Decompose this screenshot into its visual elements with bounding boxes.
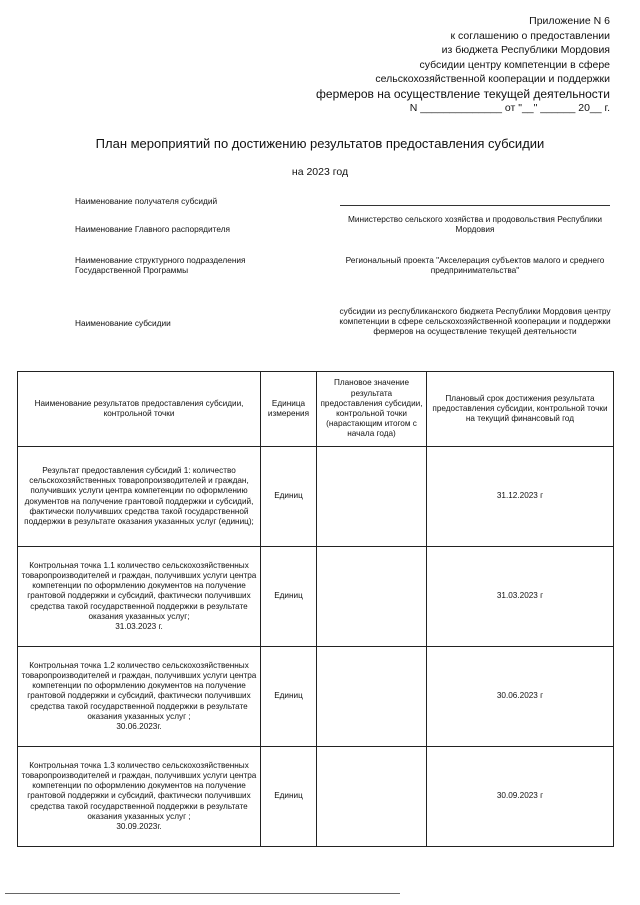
- deadline-cell: 30.09.2023 г: [427, 747, 614, 847]
- unit-value: Региональный проекта "Акселерация субъектов малого и среднего предпринимательства": [345, 255, 605, 275]
- unit-cell: Единиц: [261, 647, 317, 747]
- planned-value-cell: [317, 747, 427, 847]
- planned-value-cell: [317, 647, 427, 747]
- appendix-line: фермеров на осуществление текущей деятельности: [316, 86, 610, 101]
- year-subtitle: на 2023 год: [291, 166, 349, 178]
- result-name-cell: [18, 447, 261, 547]
- subsidy-label: Наименование субсидии: [75, 318, 171, 328]
- table-row: [18, 647, 614, 747]
- checkpoint-name: Контрольная точка 1.3 количество сельскохозяйственных товаропроизводителей и граждан, получивших услуги центра компетенции по оформлению документов на получение грантовой поддержки и субсидий, фактически получивших средства такой государственной поддержки в результате оказания указанных услуг ;: [21, 760, 257, 821]
- page-title: План мероприятий по достижению результатов предоставления субсидии: [95, 136, 545, 151]
- planned-value-cell: [317, 447, 427, 547]
- planned-value-cell: [317, 547, 427, 647]
- unit-cell: Единиц: [261, 447, 317, 547]
- unit-cell: Единиц: [261, 747, 317, 847]
- unit-cell: Единиц: [261, 547, 317, 647]
- table-row: [18, 747, 614, 847]
- manager-label: Наименование Главного распорядителя: [75, 224, 231, 234]
- result-name-cell: [18, 747, 261, 847]
- checkpoint-date: 30.06.2023г.: [116, 722, 162, 731]
- appendix-line: из бюджета Республики Мордовия: [441, 44, 610, 56]
- table-row: [18, 547, 614, 647]
- deadline-cell: 30.06.2023 г: [427, 647, 614, 747]
- result-name-cell: [18, 547, 261, 647]
- appendix-header: [280, 14, 610, 116]
- header-unit: Единица измерения: [261, 372, 317, 447]
- header-deadline: Плановый срок достижения результата предоставления субсидии, контрольной точки на текущий финансовый год: [427, 372, 614, 447]
- header-result-name: Наименование результатов предоставления субсидии, контрольной точки: [18, 372, 261, 447]
- deadline-cell: 31.12.2023 г: [427, 447, 614, 547]
- recipient-blank-line: [340, 205, 610, 206]
- recipient-label: Наименование получателя субсидий: [75, 196, 218, 206]
- unit-label: Наименование структурного подразделения Государственной Программы: [75, 255, 246, 275]
- table-row: [18, 447, 614, 547]
- agreement-number-line: N ______________ от "__" ______ 20__ г.: [409, 102, 610, 114]
- appendix-line: к соглашению о предоставлении: [450, 29, 610, 42]
- checkpoint-name: Контрольная точка 1.2 количество сельскохозяйственных товаропроизводителей и граждан, получивших услуги центра компетенции по оформлению документов на получение грантовой поддержки и субсидий, фактически получивших средства такой государственной поддержки в результате оказания указанных услуг ;: [21, 660, 257, 721]
- appendix-number: Приложение N 6: [529, 15, 610, 27]
- deadline-cell: 31.03.2023 г: [427, 547, 614, 647]
- footer-divider: [5, 893, 400, 894]
- result-name-cell: [18, 647, 261, 747]
- checkpoint-name: Контрольная точка 1.1 количество сельскохозяйственных товаропроизводителей и граждан, получивших услуги центра компетенции по оформлению документов на получение грантовой поддержки и субсидий, фактически получивших средства такой государственной поддержки в результате оказания указанных услуг;: [21, 560, 257, 621]
- header-planned-value: Плановое значение результата предоставления субсидии, контрольной точки (нарастающим итогом с начала года): [317, 372, 427, 447]
- appendix-line: сельскохозяйственной кооперации и поддержки: [375, 73, 610, 85]
- result-name: Результат предоставления субсидий 1: количество сельскохозяйственных товаропроизводителей и граждан, получивших услуги центра компетенции по оформлению документов на получение грантовой поддержки и субсидий, фактически получивших средства такой государственной поддержки в результате оказания указанных услуг (единиц);: [24, 465, 254, 526]
- table-header-row: [18, 372, 614, 447]
- checkpoint-date: 31.03.2023 г.: [115, 622, 163, 631]
- checkpoint-date: 30.09.2023г.: [116, 822, 162, 831]
- manager-value: Министерство сельского хозяйства и продовольствия Республики Мордовия: [347, 214, 603, 234]
- appendix-line: субсидии центру компетенции в сфере: [419, 58, 610, 71]
- subsidy-value: субсидии из республиканского бюджета Республики Мордовия центру компетенции в сфере сельскохозяйственной кооперации и поддержки фермеров на осуществление текущей деятельности: [339, 306, 611, 336]
- results-table: [17, 371, 614, 847]
